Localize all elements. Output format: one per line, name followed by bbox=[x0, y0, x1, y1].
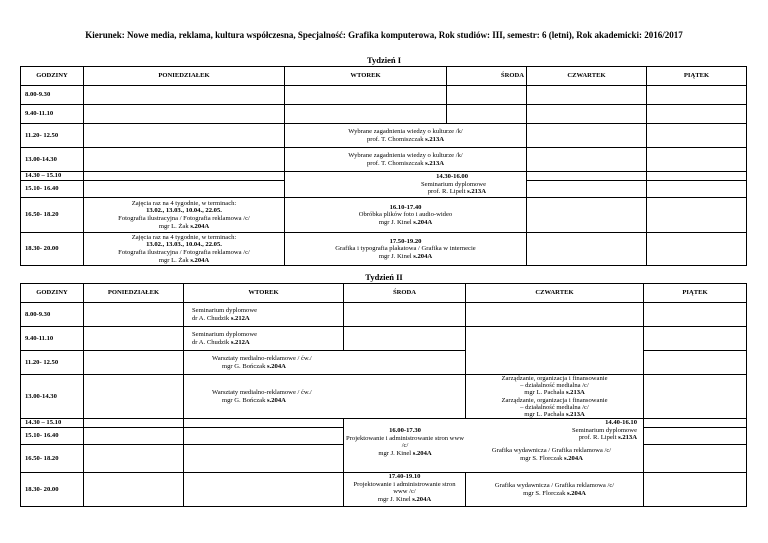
class-block: Zarządzanie, organizacja i finansowanie – działalność medialna /c/ mgr L. Pachała s.213A Zarządzanie, organizacja i finansowanie – działalność medialna /c/ mgr L. Pachała s.213A bbox=[466, 375, 644, 419]
time-cell: 16.50- 18.20 bbox=[21, 198, 84, 233]
header-friday: PIĄTEK bbox=[644, 284, 747, 303]
time-cell: 15.10- 16.40 bbox=[21, 181, 84, 198]
class-block: Zajęcia raz na 4 tygodnie, w terminach: 13.02., 13.03., 10.04., 22.05. Fotografia ilustracyjna / Fotografia reklamowa /c/ mgr L. Żak s.204A bbox=[84, 233, 285, 266]
time-cell: 16.50- 18.20 bbox=[21, 445, 84, 473]
class-block bbox=[466, 327, 644, 375]
header-wednesday: ŚRODA bbox=[344, 284, 466, 303]
table-row bbox=[21, 148, 747, 172]
table-row bbox=[21, 86, 747, 105]
table-row bbox=[21, 303, 747, 327]
class-block: Warsztaty medialno-reklamowe / ćw./ mgr G. Bończak s.204A bbox=[184, 375, 466, 419]
header-thursday: CZWARTEK bbox=[527, 67, 647, 86]
time-cell: 11.20- 12.50 bbox=[21, 124, 84, 148]
time-cell: 8.00-9.30 bbox=[21, 303, 84, 327]
week1-table bbox=[20, 66, 747, 266]
table-row bbox=[21, 124, 747, 148]
time-cell: 11.20- 12.50 bbox=[21, 351, 84, 375]
table-row bbox=[21, 233, 747, 266]
header-tuesday: WTOREK bbox=[285, 67, 447, 86]
week1-header-row bbox=[21, 67, 747, 86]
table-row bbox=[21, 327, 747, 351]
week1-label: Tydzień I bbox=[366, 55, 402, 65]
header-hours: GODZINY bbox=[21, 67, 84, 86]
header-wednesday: ŚRODA bbox=[447, 67, 527, 86]
week2-header-row bbox=[21, 284, 747, 303]
class-block: 14.30-16.00 Seminarium dyplomowe prof. R. Lipelt s.213A bbox=[285, 172, 527, 198]
schedule-title: Kierunek: Nowe media, reklama, kultura współczesna, Specjalność: Grafika komputerowa, Rok studiów: III, semestr: 6 (letni), Rok akademicki: 2016/2017 bbox=[85, 30, 683, 40]
time-cell: 8.00-9.30 bbox=[21, 86, 84, 105]
header-monday: PONIEDZIAŁEK bbox=[84, 284, 184, 303]
header-friday: PIĄTEK bbox=[647, 67, 747, 86]
table-row bbox=[21, 375, 747, 419]
class-block: Zajęcia raz na 4 tygodnie, w terminach: 13.02., 13.03., 10.04., 22.05. Fotografia ilustracyjna / Fotografia reklamowa /c/ mgr L. Żak s.204A bbox=[84, 198, 285, 233]
time-cell: 18.30- 20.00 bbox=[21, 233, 84, 266]
time-cell: 13.00-14.30 bbox=[21, 148, 84, 172]
table-row bbox=[21, 419, 747, 428]
header-tuesday: WTOREK bbox=[184, 284, 344, 303]
class-block: Wybrane zagadnienia wiedzy o kulturze /k/ prof. T. Chomiszczak s.213A bbox=[285, 148, 527, 172]
time-cell: 9.40-11.10 bbox=[21, 105, 84, 124]
class-block: Seminarium dyplomowe dr A. Chudzik s.212A bbox=[184, 303, 344, 327]
time-cell: 18.30- 20.00 bbox=[21, 473, 84, 507]
class-block: Warsztaty medialno-reklamowe / ćw./ mgr G. Bończak s.204A bbox=[184, 351, 466, 375]
time-cell: 15.10- 16.40 bbox=[21, 428, 84, 445]
header-monday: PONIEDZIAŁEK bbox=[84, 67, 285, 86]
time-cell: 9.40-11.10 bbox=[21, 327, 84, 351]
class-block: Wybrane zagadnienia wiedzy o kulturze /k/ prof. T. Chomiszczak s.213A bbox=[285, 124, 527, 148]
class-block: 16.00-17.30 Projektowanie i administrowanie stron www /c/ mgr J. Kinel s.204A 14.40-16.10 Seminarium dyplomowe prof. R. Lipelt s.213A Grafika wydawnicza / Grafika reklamowa /c/ mgr S. Florczak s.204A bbox=[344, 419, 644, 473]
class-block: 17.50-19.20 Grafika i typografia plakatowa / Grafika w internecie mgr J. Kinel s.204A bbox=[285, 233, 527, 266]
week2-label: Tydzień II bbox=[365, 272, 403, 282]
class-block: Grafika wydawnicza / Grafika reklamowa /c/ mgr S. Florczak s.204A bbox=[466, 473, 644, 507]
table-row bbox=[21, 473, 747, 507]
class-block: Seminarium dyplomowe dr A. Chudzik s.212A bbox=[184, 327, 344, 351]
table-row bbox=[21, 198, 747, 233]
header-hours: GODZINY bbox=[21, 284, 84, 303]
class-block: 17.40-19.10 Projektowanie i administrowanie stron www /c/ mgr J. Kinel s.204A bbox=[344, 473, 466, 507]
table-row bbox=[21, 105, 747, 124]
time-cell: 14.30 – 15.10 bbox=[21, 172, 84, 181]
class-block: 16.10-17.40 Obróbka plików foto i audio-wideo mgr J. Kinel s.204A bbox=[285, 198, 527, 233]
time-cell: 14.30 – 15.10 bbox=[21, 419, 84, 428]
time-cell: 13.00-14.30 bbox=[21, 375, 84, 419]
table-row bbox=[21, 172, 747, 181]
week2-table bbox=[20, 283, 747, 507]
header-thursday: CZWARTEK bbox=[466, 284, 644, 303]
